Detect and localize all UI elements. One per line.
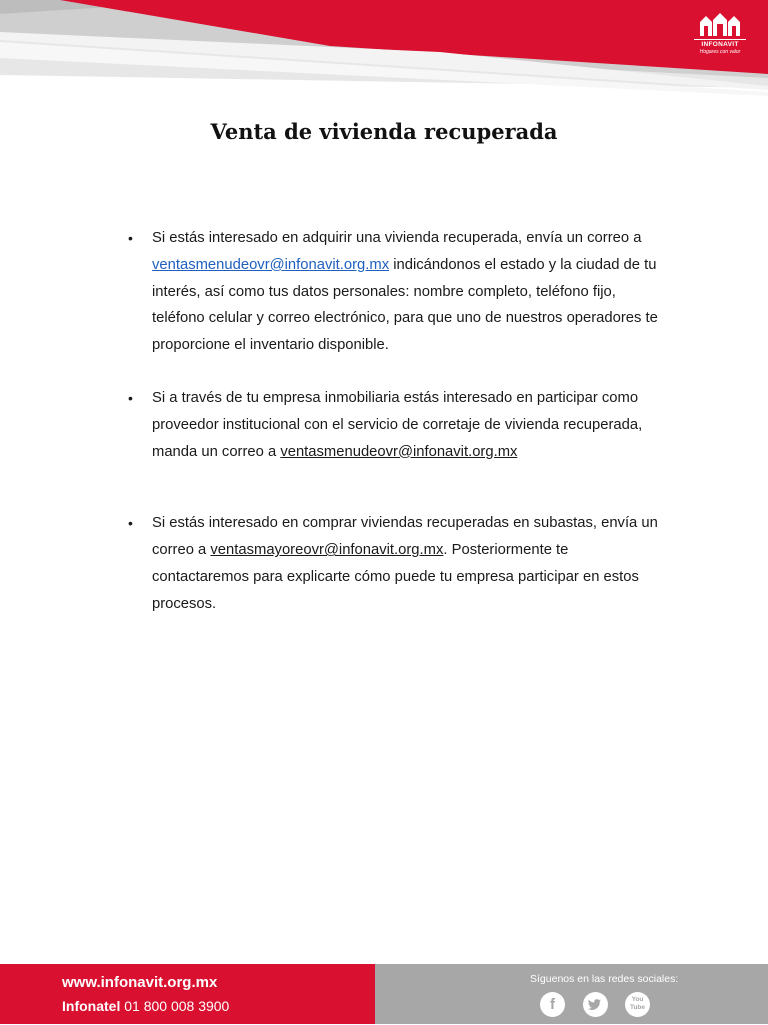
email-link[interactable]: ventasmenudeovr@infonavit.org.mx: [280, 443, 518, 460]
document-body: [128, 225, 663, 618]
bullet-text: Si a través de tu empresa inmobiliaria estás interesado en participar como proveedor institucional con el servicio de corretaje de vivienda recuperada, manda un correo a: [152, 389, 643, 460]
bullet-item: [128, 510, 663, 617]
twitter-icon[interactable]: [583, 992, 608, 1017]
youtube-icon[interactable]: You Tube: [625, 992, 650, 1017]
infonavit-logo: [694, 12, 746, 62]
footer-contact-panel: [0, 964, 375, 1024]
logo-houses-icon: [698, 12, 742, 38]
bullet-item: [128, 385, 663, 465]
email-link[interactable]: ventasmayoreovr@infonavit.org.mx: [210, 542, 444, 559]
bullet-dot: •: [128, 389, 133, 406]
footer: [0, 964, 768, 1024]
bullet-dot: •: [128, 230, 133, 246]
bullet-text: indicándonos el estado y la ciudad de tu interés, así como tus datos personales: nombre completo, teléfono fijo, teléfono celular y correo electrónico, para que uno de nuestros operadores te proporcione el inventario disponible.: [152, 256, 658, 354]
phone-label: Infonatel: [62, 998, 121, 1014]
social-label: Síguenos en las redes sociales:: [530, 973, 679, 985]
twitter-bird-icon: [583, 992, 608, 1017]
phone-number: 01 800 008 3900: [120, 998, 230, 1014]
bullet-text: Si estás interesado en comprar viviendas recuperadas en subastas, envía un correo a: [152, 515, 658, 559]
header-banner: [0, 0, 768, 100]
footer-phone: [62, 998, 229, 1014]
logo-name: INFONAVIT: [694, 39, 746, 48]
bullet-dot: •: [128, 515, 133, 532]
facebook-icon[interactable]: f: [540, 992, 565, 1017]
email-link[interactable]: ventasmenudeovr@infonavit.org.mx: [152, 256, 390, 273]
bullet-text: Si estás interesado en adquirir una vivienda recuperada, envía un correo a: [152, 230, 642, 246]
document-title: Venta de vivienda recuperada: [210, 119, 558, 144]
bullet-text: . Posteriormente te contactaremos para explicarte cómo puede tu empresa participar en estos procesos.: [152, 542, 639, 612]
footer-social-panel: [375, 964, 768, 1024]
logo-tagline: Hogares con valor: [699, 49, 741, 55]
bullet-item: [128, 225, 663, 359]
footer-website: www.infonavit.org.mx: [62, 974, 218, 991]
header-swoosh: [0, 0, 768, 100]
